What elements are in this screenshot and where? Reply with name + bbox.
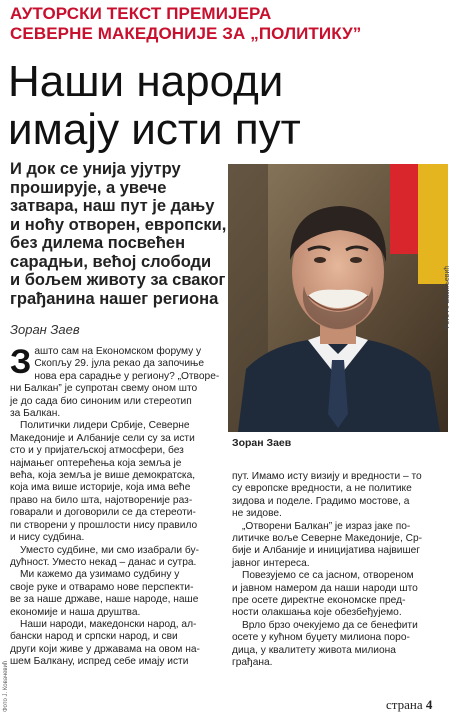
lead-line: без дилема посвећен bbox=[10, 234, 186, 252]
body-line: ве за наше државе, наше народе, наше bbox=[10, 594, 199, 606]
body-line: Скопљу 29. јула рекао да започиње bbox=[34, 358, 204, 370]
byline: Зоран Заев bbox=[10, 322, 80, 337]
body-line: бански народ и српски народ, и сви bbox=[10, 631, 178, 643]
body-line: пре осете директне економске пред- bbox=[232, 595, 406, 607]
headline-line-2: имају исти пут bbox=[8, 105, 301, 154]
kicker bbox=[10, 4, 455, 44]
body-line: не зидове. bbox=[232, 508, 282, 520]
headline-line-1: Наши народи bbox=[8, 57, 284, 106]
body-line: Уместо судбине, ми смо изабрали бу- bbox=[20, 544, 199, 556]
page-number bbox=[386, 697, 432, 713]
left-strip-credit: Фото Ј. Ковачевић bbox=[3, 660, 9, 712]
page-number-value: 4 bbox=[425, 697, 433, 712]
body-line: литичке воље Северне Македоније, Ср- bbox=[232, 533, 423, 545]
body-column-1 bbox=[10, 343, 222, 669]
body-line: дица, у квалитету живота милиона bbox=[232, 644, 396, 656]
body-line: најмањег оптерећења која земља је bbox=[10, 457, 182, 469]
body-line: нова ера сарадње у региону? „Отворе- bbox=[34, 370, 220, 382]
kicker-line-2: СЕВЕРНЕ МАКЕДОНИЈЕ ЗА „ПОЛИТИКУ” bbox=[10, 24, 362, 43]
body-line: зидова и поделе. Градимо мостове, а bbox=[232, 495, 410, 507]
body-line: шем Балкану, испред себе имају исти bbox=[10, 656, 189, 668]
body-line: „Отворени Балкан” је израз јаке по- bbox=[242, 520, 411, 532]
body-line: јавног интереса. bbox=[232, 557, 310, 569]
body-line: за Балкан. bbox=[10, 408, 61, 420]
body-line: Политички лидери Србије, Северне bbox=[20, 420, 190, 432]
body-line: ности олакшања које обезбеђујемо. bbox=[232, 607, 402, 619]
body-line: и јавном намером да наши народи што bbox=[232, 582, 418, 594]
body-line: Врло брзо очекујемо да се бенефити bbox=[242, 619, 418, 631]
page-label: страна bbox=[386, 697, 423, 712]
body-line: дућност. Уместо некад – данас и сутра. bbox=[10, 556, 197, 568]
body-column-2 bbox=[232, 471, 452, 670]
lead-line: сарадњи, већој слободи bbox=[10, 252, 212, 271]
lead-line: грађанина нашег региона bbox=[10, 289, 219, 308]
lead-line: затвара, наш пут је дању bbox=[10, 197, 215, 215]
body-line: бије и Албаније и иницијатива највишег bbox=[232, 545, 421, 557]
body-line: ни Балкан” је супротан свему оном што bbox=[10, 383, 198, 395]
kicker-line-1: АУТОРСКИ ТЕКСТ ПРЕМИЈЕРА bbox=[10, 4, 272, 23]
body-line: своје руке и отварамо нове перспекти- bbox=[10, 581, 194, 593]
headline bbox=[8, 58, 458, 154]
body-line: Македоније и Албаније сели су за исти bbox=[10, 432, 195, 444]
body-line: је до сада био синоним или стереотип bbox=[10, 395, 192, 407]
body-line: пут. Имамо исту визију и вредности – то bbox=[232, 471, 422, 482]
drop-cap: З bbox=[10, 343, 32, 381]
body-line: су европске вредности, а не политике bbox=[232, 483, 412, 495]
body-line: други који живе у државама на овом на- bbox=[10, 643, 200, 655]
body-line: осете у кућном буџету милиона поро- bbox=[232, 632, 410, 644]
body-line: ашто сам на Економском форуму у bbox=[34, 346, 202, 357]
body-line: Ми кажемо да узимамо судбину у bbox=[20, 569, 180, 581]
body-line: пи створени у прошлости нису правило bbox=[10, 519, 198, 531]
body-line: која има више историје, која има веће bbox=[10, 482, 191, 494]
body-line: Повезујемо се са јасном, отвореном bbox=[242, 570, 414, 582]
body-line: право на било шта, најотвореније раз- bbox=[10, 494, 193, 506]
body-line: Наши народи, македонски народ, ал- bbox=[20, 618, 197, 630]
body-line: сто и у пријатељској атмосфери, без bbox=[10, 445, 184, 457]
lead-line: и ноћу отворен, европски, bbox=[10, 215, 227, 234]
body-line: већа, која земља је више демократска, bbox=[10, 470, 196, 482]
lead-line: проширује, а увече bbox=[10, 178, 167, 197]
body-line: економије и наша друштва. bbox=[10, 606, 141, 618]
photo-caption: Зоран Заев bbox=[232, 437, 292, 449]
lead-line: и бољем животу за сваког bbox=[10, 271, 226, 289]
body-line: говарали и договорили се да стереоти- bbox=[10, 507, 196, 519]
lead-paragraph bbox=[10, 160, 225, 308]
photo-credit: Фото А. Васиљевић bbox=[444, 265, 451, 330]
lead-line: И док се унија ујутру bbox=[10, 160, 181, 178]
portrait-photo bbox=[228, 164, 448, 432]
body-line: грађана. bbox=[232, 657, 273, 669]
body-line: и нису судбина. bbox=[10, 532, 85, 544]
